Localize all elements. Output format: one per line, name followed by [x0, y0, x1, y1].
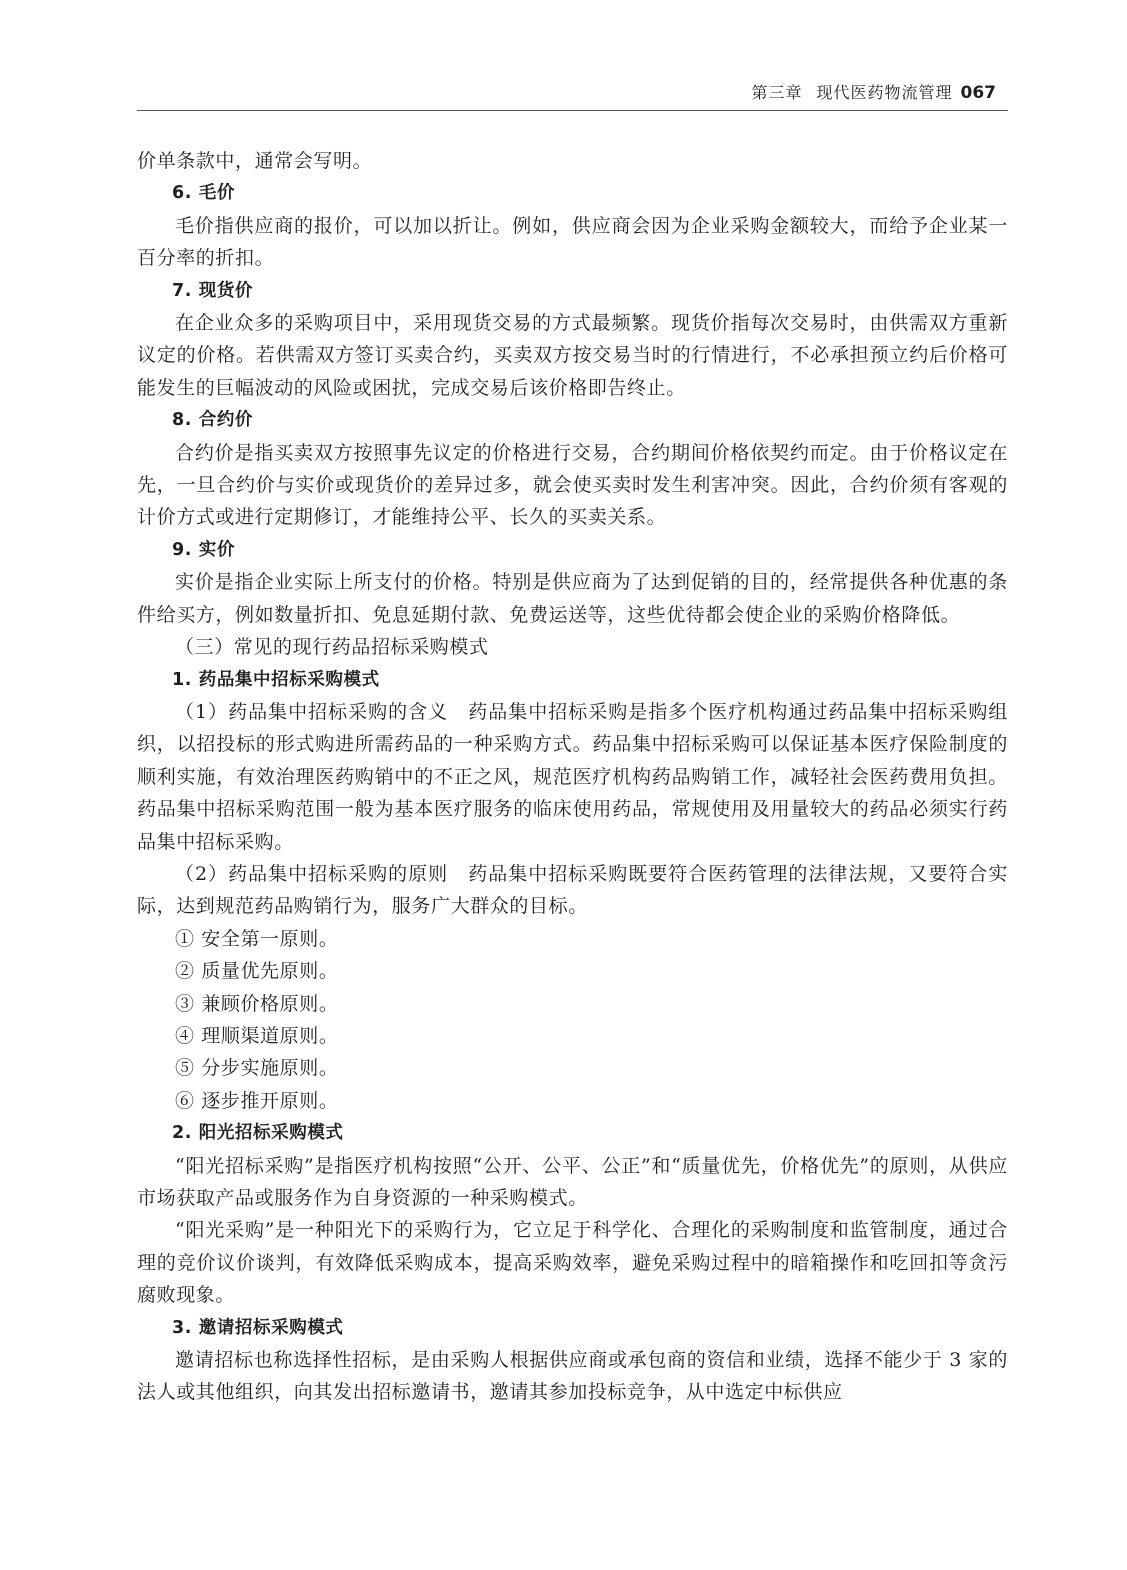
- paragraph: 毛价指供应商的报价，可以加以折让。例如，供应商会因为企业采购金额较大，而给予企业某一百分率的折扣。: [137, 214, 1008, 270]
- list-item: ④ 理顺渠道原则。: [175, 1024, 339, 1047]
- page-number: 067: [960, 83, 996, 103]
- item-heading: 3. 邀请招标采购模式: [172, 1317, 344, 1338]
- section-heading: （三）常见的现行药品招标采购模式: [175, 636, 489, 659]
- list-item: ① 安全第一原则。: [175, 927, 339, 950]
- paragraph: 价单条款中，通常会写明。: [137, 150, 373, 172]
- paragraph: “阳光招标采购”是指医疗机构按照“公开、公平、公正”和“质量优先，价格优先”的原则，从供应市场获取产品或服务作为自身资源的一种采购模式。: [137, 1154, 1008, 1209]
- paragraph: 邀请招标也称选择性招标，是由采购人根据供应商或承包商的资信和业绩，选择不能少于 3 家的法人或其他组织，向其发出招标邀请书，邀请其参加投标竞争，从中选定中标供应: [137, 1349, 1008, 1404]
- paragraph: （1）药品集中招标采购的含义 药品集中招标采购是指多个医疗机构通过药品集中招标采购组织，以招投标的形式购进所需药品的一种采购方式。药品集中招标采购可以保证基本医疗保险制度的顺利实施，有效治理医药购销中的不正之风，规范医疗机构药品购销工作，减轻社会医药费用负担。药品集中招标采购范围一般为基本医疗服务的临床使用药品，常规使用及用量较大的药品必须实行药品集中招标采购。: [137, 700, 1008, 853]
- item-heading: 7. 现货价: [172, 280, 254, 301]
- item-heading: 9. 实价: [172, 539, 235, 560]
- paragraph: 实价是指企业实际上所支付的价格。特别是供应商为了达到促销的目的，经常提供各种优惠的条件给买方，例如数量折扣、免息延期付款、免费运送等，这些优待都会使企业的采购价格降低。: [137, 571, 1008, 626]
- list-item: ⑤ 分步实施原则。: [175, 1057, 339, 1080]
- list-item: ③ 兼顾价格原则。: [175, 992, 339, 1015]
- list-item: ② 质量优先原则。: [175, 960, 339, 983]
- header-text: [751, 80, 996, 103]
- paragraph: （2）药品集中招标采购的原则 药品集中招标采购既要符合医药管理的法律法规，又要符合实际，达到规范药品购销行为，服务广大群众的目标。: [137, 862, 1008, 918]
- item-heading: 8. 合约价: [172, 410, 254, 431]
- page-body: [137, 145, 1008, 1409]
- item-heading: 2. 阳光招标采购模式: [172, 1123, 344, 1144]
- paragraph: 在企业众多的采购项目中，采用现货交易的方式最频繁。现货价指每次交易时，由供需双方重新议定的价格。若供需双方签订买卖合约，买卖双方按交易当时的行情进行，不必承担预立约后价格可能发生的巨幅波动的风险或困扰，完成交易后该价格即告终止。: [137, 312, 1008, 399]
- item-heading: 6. 毛价: [172, 183, 235, 204]
- header-chapter-title: 现代医药物流管理: [816, 83, 953, 102]
- paragraph: 合约价是指买卖双方按照事先议定的价格进行交易，合约期间价格依契约而定。由于价格议定在先，一旦合约价与实价或现货价的差异过多，就会使买卖时发生利害冲突。因此，合约价须有客观的计价方式或进行定期修订，才能维持公平、长久的买卖关系。: [137, 441, 1008, 529]
- paragraph: “阳光采购”是一种阳光下的采购行为，它立足于科学化、合理化的采购制度和监管制度，通过合理的竞价议价谈判，有效降低采购成本，提高采购效率，避免采购过程中的暗箱操作和吃回扣等贪污腐败现象。: [137, 1219, 1008, 1307]
- header-chapter: 第三章: [751, 83, 803, 102]
- item-heading: 1. 药品集中招标采购模式: [172, 669, 380, 690]
- running-header: [137, 76, 1008, 111]
- list-item: ⑥ 逐步推开原则。: [175, 1089, 339, 1112]
